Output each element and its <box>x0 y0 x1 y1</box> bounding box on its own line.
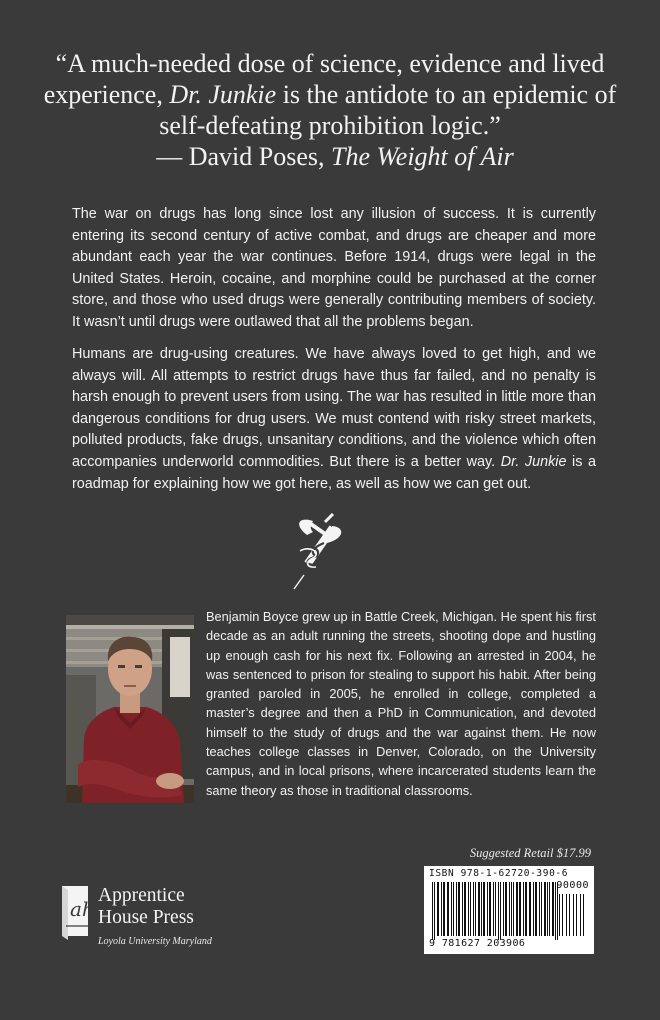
description-paragraph-2-start: Humans are drug-using creatures. We have always loved to get high, and we always will. All attempts to restrict drugs have thus far failed, and no penalty is harsh enough to prevent users from using. The war has resulted in little more than dangerous conditions for drug users. We must contend with risky street markets, polluted products, fake drugs, unsanitary conditions, and the violence which often accompanies underworld commodities. But there is a better way. <box>72 346 596 470</box>
suggested-retail-price: Suggested Retail $17.99 <box>469 846 591 860</box>
publisher-logo <box>58 882 238 952</box>
quote-attribution <box>40 141 620 172</box>
description-paragraph-1: The war on drugs has long since lost any illusion of success. It is currently entering its second century of active combat, and drugs are cheaper and more abundant each year the war continues. Before 1914, drugs were legal in the United States. Heroin, cocaine, and morphine could be purchased at the corner store, and those who used drugs were generally contributing members of society. It wasn’t until drugs were outlawed that all the problems began. <box>72 206 596 330</box>
svg-text:ah: ah <box>70 897 94 921</box>
description-paragraph-2-end: is a roadmap for explaining how we got here, as well as how we can get out. <box>72 453 596 492</box>
quote-text-end: is the antidote to an epidemic of self-defeating prohibition logic.” <box>159 80 617 140</box>
description-paragraph-2-title: Dr. Junkie <box>500 453 567 470</box>
publisher-name-line-1: Apprentice <box>98 885 185 906</box>
barcode-digits: 9 781627 203906 <box>429 938 526 949</box>
barcode-price-code: 90000 <box>556 880 589 891</box>
isbn-label: ISBN 978-1-62720-390-6 <box>429 868 569 879</box>
publisher-affiliation: Loyola University Maryland <box>98 936 212 947</box>
syringe-caduceus-icon <box>280 513 360 593</box>
publisher-name-line-2: House Press <box>98 907 194 928</box>
quote-attribution-author: — David Poses, <box>156 142 332 171</box>
description-paragraph-2 <box>72 344 596 495</box>
author-bio: Benjamin Boyce grew up in Battle Creek, Michigan. He spent his first decade as an adult running the streets, shooting dope and hustling up enough cash for his next fix. Following an arrested in 2004, he was sentenced to prison for stealing to support his habit. After being granted paroled in 2005, he enrolled in college, completed a master’s degree and then a PhD in Communication, and devoted himself to the study of drugs and the war against them. He now teaches college classes in Denver, Colorado, on the University campus, and in local prisons, where incarcerated students learn the same theory as those in traditional classrooms. <box>206 609 596 798</box>
quote-book-title: Dr. Junkie <box>169 80 277 109</box>
quote-attribution-work: The Weight of Air <box>331 142 514 171</box>
apprentice-house-logo-icon <box>58 882 94 942</box>
isbn-barcode <box>424 866 594 954</box>
publisher-name <box>98 885 194 929</box>
quote-text-start: “A much-needed dose of science, evidence and lived experience, <box>43 49 605 109</box>
endorsement-quote <box>40 48 620 172</box>
author-photo <box>66 615 194 803</box>
